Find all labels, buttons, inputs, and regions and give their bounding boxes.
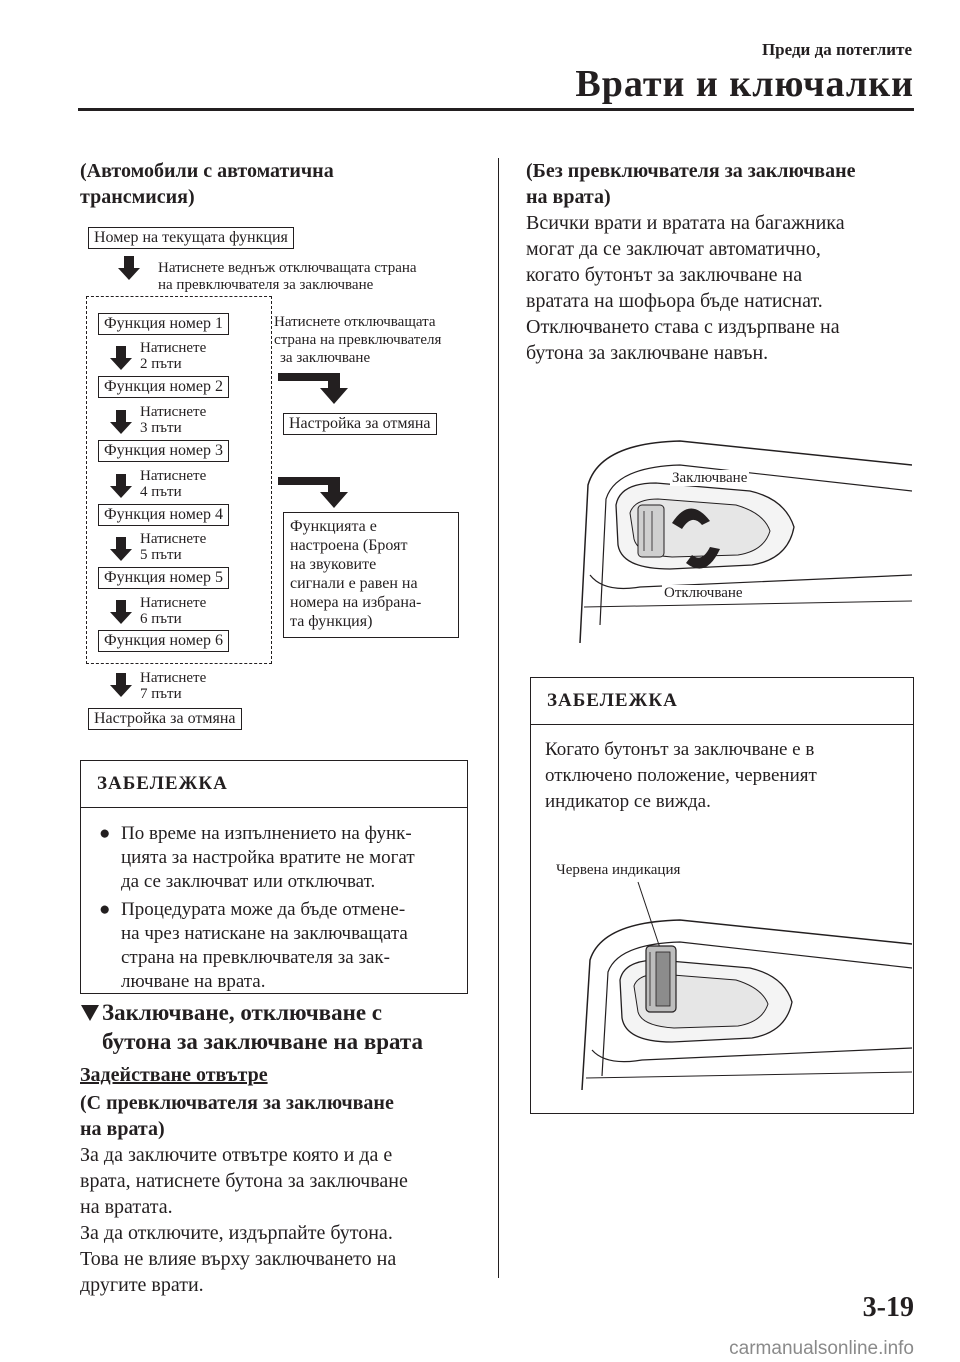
note-line: Когато бутонът за заключване е в [545,739,815,760]
page-number: 3-19 [862,1292,914,1323]
press-2-line-2: 2 пъти [140,356,182,372]
lock-label: Заключване [672,470,748,486]
section-title-line-2: бутона за заключване на врата [102,1029,424,1054]
press-3-line-1: Натиснете [140,404,207,420]
function-2-box: Функция номер 2 [98,376,229,398]
section-header: Преди да потеглите [761,40,912,59]
note-line: лючване на врата. [121,971,266,992]
down-arrow-icon [110,537,132,561]
note-line: По време на изпълнението на функ- [121,823,412,844]
current-function-box: Номер на текущата функция [88,227,294,249]
note-line: индикатор се вижда. [545,791,711,812]
function-5-box: Функция номер 5 [98,567,229,589]
down-arrow-icon [110,474,132,498]
down-arrow-icon [110,410,132,434]
turn-down-arrow-icon [278,370,358,406]
cancel-setting-box-bottom: Настройка за отмяна [88,708,242,730]
body-line: Отключването става с издърпване на [526,316,840,338]
press-unlock-line-2: страна на превключвателя [274,332,442,348]
body-line: на вратата. [80,1196,173,1218]
without-switch-heading: на врата) [526,186,611,208]
body-line: За да отключите, издърпайте бутона. [80,1222,393,1244]
note-title: ЗАБЕЛЕЖКА [81,761,467,808]
right-body [526,158,926,366]
body-line: бутона за заключване навън. [526,342,769,364]
note-line: Процедурата може да бъде отмене- [121,899,406,920]
body-line: когато бутонът за заключване на [526,264,803,286]
press-7-line-2: 7 пъти [140,686,182,702]
left-heading: (Автомобили с автоматична трансмисия) [80,160,334,208]
function-1-box: Функция номер 1 [98,313,229,335]
body-line: врата, натиснете бутона за заключване [80,1170,408,1192]
with-switch-heading: (С превключвателя за заключване [80,1092,394,1114]
function-3-box: Функция номер 3 [98,440,229,462]
function-4-box: Функция номер 4 [98,504,229,526]
subheading: Задействане отвътре [80,1064,268,1086]
down-arrow-icon [118,256,140,280]
function-set-line: та функция) [290,613,373,630]
note-line: да се заключват или отключват. [121,871,376,892]
note-line: отключено положение, червеният [545,765,817,786]
note-box-left [80,760,468,994]
press-4-line-1: Натиснете [140,468,207,484]
press-2-line-1: Натиснете [140,340,207,356]
press-5-line-2: 5 пъти [140,547,182,563]
door-handle-illustration [560,415,912,655]
column-divider [498,158,499,1278]
press-6-line-2: 6 пъти [140,611,182,627]
note-title: ЗАБЕЛЕЖКА [531,678,913,725]
body-line: За да заключите отвътре която и да е [80,1144,393,1166]
body-line: Всички врати и вратата на багажника [526,212,845,234]
without-switch-heading: (Без превключвателя за заключване [526,160,856,182]
note-bullet [95,898,453,994]
red-indicator-illustration [560,880,912,1102]
function-set-line: настроена (Броят [290,537,408,554]
function-set-line: номера на избрана- [290,594,422,611]
press-3-line-2: 3 пъти [140,420,182,436]
body-line: другите врати. [80,1274,204,1296]
body-line: могат да се заключат автоматично, [526,238,821,260]
down-arrow-icon [110,346,132,370]
header-rule [78,108,914,111]
press-4-line-2: 4 пъти [140,484,182,500]
watermark: carmanualsonline.info [729,1338,914,1359]
function-6-box: Функция номер 6 [98,630,229,652]
press-once-line-2: на превключвателя за заключване [158,277,374,293]
triangle-bullet-icon [80,1004,100,1022]
press-6-line-1: Натиснете [140,595,207,611]
body-line: вратата на шофьора бъде натиснат. [526,290,823,312]
note-line: цията за настройка вратите не могат [121,847,415,868]
function-set-line: сигнали е равен на [290,575,418,592]
press-unlock-line-3: за заключване [280,350,371,366]
turn-down-arrow-icon [278,474,358,510]
note-line: на чрез натискане на заключващата [121,923,408,944]
function-set-line: Функцията е [290,518,377,535]
unlock-label: Отключване [664,585,743,601]
note-bullet [95,822,453,894]
press-5-line-1: Натиснете [140,531,207,547]
left-body [80,1090,480,1298]
press-7-line-1: Натиснете [140,670,207,686]
bullet-icon: ● [99,899,111,920]
function-set-line: на звуковите [290,556,377,573]
with-switch-heading: на врата) [80,1118,165,1140]
page-title: Врати и ключалки [575,63,914,105]
body-line: Това не влияе върху заключването на [80,1248,397,1270]
bullet-icon: ● [99,823,111,844]
down-arrow-icon [110,673,132,697]
function-set-box [283,512,459,638]
press-unlock-line-1: Натиснете отключващата [274,314,436,330]
cancel-setting-box-right: Настройка за отмяна [283,413,437,435]
red-indicator-label: Червена индикация [556,862,681,878]
note-line: страна на превключвателя за зак- [121,947,390,968]
down-arrow-icon [110,600,132,624]
press-once-line-1: Натиснете веднъж отключващата страна [158,260,417,276]
section-title-line-1: Заключване, отключване с [102,1000,383,1025]
